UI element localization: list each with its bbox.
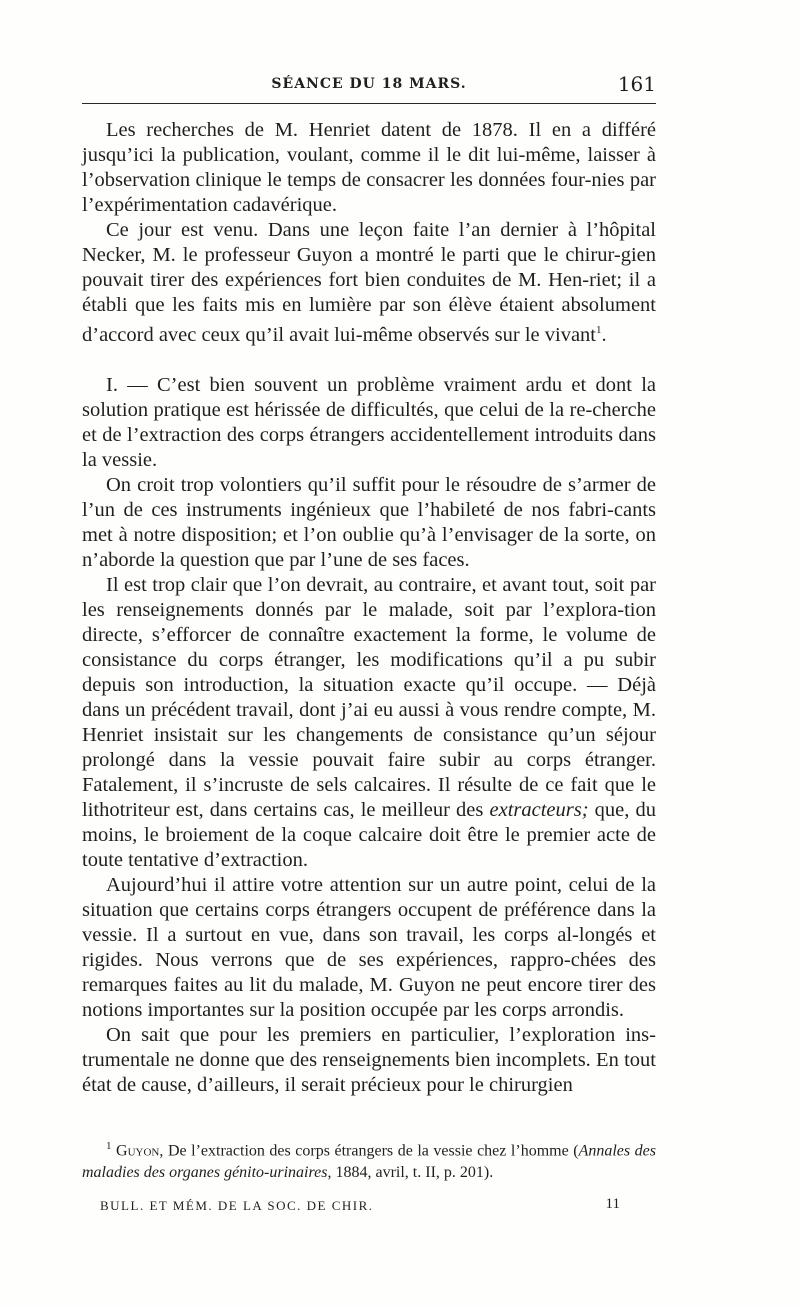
signature-number: 11 <box>605 1196 620 1212</box>
paragraph-1: Les recherches de M. Henriet datent de 1878. Il en a différé jusqu’ici la publication, voulant, comme il le dit lui-même, laisser à l’observation clinique le temps de consacrer les données four-nies par l’expérimentation cadavérique. <box>82 119 656 216</box>
paragraph-4: On croit trop volontiers qu’il suffit pour le résoudre de s’armer de l’un de ces instruments ingénieux que l’habileté de nos fabri-cants met à notre disposition; et l’on oublie qu’à l’envisager de la sorte, on n’aborde la question que par l’une de ses faces. <box>82 473 656 571</box>
footnote-mark: 1 <box>106 1140 112 1152</box>
signature-title: BULL. ET MÉM. DE LA SOC. DE CHIR. <box>100 1198 374 1213</box>
footnote-text-1: , De l’extraction des corps étrangers de la vessie chez l’homme ( <box>159 1142 579 1160</box>
page-number: 161 <box>617 72 656 96</box>
header-rule <box>82 103 656 104</box>
paragraph-2-text: Ce jour est venu. Dans une leçon faite l’an dernier à l’hôpital Necker, M. le professeur Guyon a montré le parti que le chirur-gien pouvait tirer des expériences fort bien conduites de M. Hen-riet; il a établi que les faits mis en lumière par son élève étaient absolument d’accord avec ceux qu’il avait lui-même observés sur le vivant <box>82 219 656 346</box>
paragraph-5-italic: extracteurs; <box>489 798 589 821</box>
footnote <box>82 1135 656 1184</box>
paragraph-7: On sait que pour les premiers en particulier, l’exploration ins-trumentale ne donne que des renseignements bien incomplets. En tout état de cause, d’ailleurs, il serait précieux pour le chirurgien <box>82 1023 656 1096</box>
paragraph-3: I. — C’est bien souvent un problème vraiment ardu et dont la solution pratique est hérissée de difficultés, que celui de la re-cherche et de l’extraction des corps étrangers accidentellement introduits dans la vessie. <box>82 373 656 471</box>
paragraph-2-end: . <box>601 323 607 346</box>
running-title: SÉANCE DU 18 MARS. <box>271 76 467 92</box>
paragraph-6: Aujourd’hui il attire votre attention sur un autre point, celui de la situation que certains corps étrangers occupent de préférence dans la vessie. Il a surtout en vue, dans son travail, les corps al-longés et rigides. Nous verrons que de ses expériences, rappro-chées des remarques faites au lit du malade, M. Guyon ne peut encore tirer des notions importantes sur la position occupée par les corps arrondis. <box>82 873 656 1021</box>
footnote-text <box>82 1135 656 1184</box>
paragraph-5-start: Il est trop clair que l’on devrait, au contraire, et avant tout, soit par les renseignements donnés par le malade, soit par l’explora-tion directe, s’efforcer de connaître exactement la forme, le volume de consistance du corps étranger, les modifications qu’il a pu subir depuis son introduction, la situation exacte qu’il occupe. — Déjà dans un précédent travail, dont j’ai eu aussi à vous rendre compte, M. Henriet insistait sur les changements de consistance qu’un séjour prolongé dans la vessie pouvait faire subir au corps étranger. Fatalement, il s’incruste de sels calcaires. Il résulte de ce fait que le lithotriteur est, dans certains cas, le meilleur des <box>82 573 656 821</box>
paragraph-2 <box>82 218 656 348</box>
footnote-journal: Annales des maladies des organes génito-urinaires <box>82 1142 656 1182</box>
footnote-text-2: , 1884, avril, t. II, p. 201). <box>327 1164 494 1182</box>
page-header <box>82 72 656 100</box>
paragraph-5-end: que, du moins, le broiement de la coque calcaire doit être le premier acte de toute tentative d’extraction. <box>82 798 656 871</box>
footnote-author: Guyon <box>116 1142 160 1160</box>
paragraph-5 <box>82 573 656 873</box>
footnote-reference: 1 <box>596 324 602 336</box>
body-text <box>82 118 656 1098</box>
